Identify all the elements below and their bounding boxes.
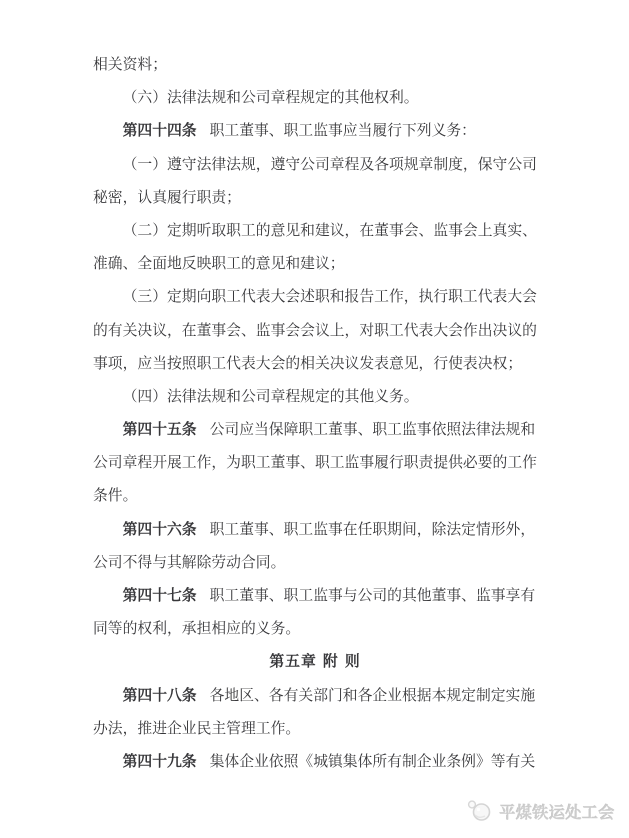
line-text: 集体企业依照《城镇集体所有制企业条例》等有关 (209, 752, 536, 770)
text-line: 相关资料； (93, 56, 167, 73)
line-text: 各地区、各有关部门和各企业根据本规定制定实施 (209, 686, 536, 704)
line-text: 职工董事、职工监事应当履行下列义务： (209, 122, 476, 140)
text-line: 公司不得与其解除劳动合同。 (93, 553, 286, 571)
text-line (93, 413, 537, 446)
line-text: 职工董事、职工监事与公司的其他董事、监事享有 (209, 587, 536, 604)
document-body (93, 48, 537, 778)
text-line (93, 579, 537, 612)
line-text: 职工董事、职工监事在任职期间，除法定情形外， (209, 520, 536, 538)
text-line: （一）遵守法律法规，遵守公司章程及各项规章制度，保守公司 (122, 155, 537, 173)
text-line: （六）法律法规和公司章程规定的其他权利。 (122, 89, 419, 107)
text-line: 准确、全面地反映职工的意见和建议； (93, 255, 345, 273)
article-number: 第四十九条 (122, 752, 197, 770)
text-line: （二）定期听取职工的意见和建议，在董事会、监事会上真实、 (122, 221, 537, 239)
union-logo-icon (466, 799, 492, 823)
text-line: 同等的权利，承担相应的义务。 (93, 620, 301, 638)
text-line (93, 745, 537, 778)
article-number: 第四十四条 (122, 122, 197, 140)
article-number: 第四十七条 (122, 587, 197, 604)
article-number: 第四十八条 (122, 686, 197, 704)
text-line (93, 114, 537, 147)
line-text: 公司应当保障职工董事、职工监事依照法律法规和 (209, 421, 536, 439)
union-watermark-label: 平煤铁运处工会 (499, 802, 615, 822)
text-line: 秘密，认真履行职责； (93, 188, 241, 206)
text-line (93, 513, 537, 546)
text-line: 公司章程开展工作，为职工董事、职工监事履行职责提供必要的工作 (93, 454, 537, 472)
text-line: 条件。 (93, 487, 138, 505)
article-number: 第四十五条 (122, 421, 197, 439)
chapter-heading: 第五章 附 则 (269, 653, 361, 671)
text-line: 事项，应当按照职工代表大会的相关决议发表意见，行使表决权； (93, 354, 523, 372)
text-line: 的有关决议，在董事会、监事会会议上，对职工代表大会作出决议的 (93, 321, 537, 339)
text-line (93, 679, 537, 712)
text-line: 办法，推进企业民主管理工作。 (93, 719, 301, 737)
text-line: （四）法律法规和公司章程规定的其他义务。 (122, 387, 419, 405)
page-footer (0, 799, 615, 823)
text-line: （三）定期向职工代表大会述职和报告工作，执行职工代表大会 (122, 288, 537, 306)
article-number: 第四十六条 (122, 520, 197, 538)
